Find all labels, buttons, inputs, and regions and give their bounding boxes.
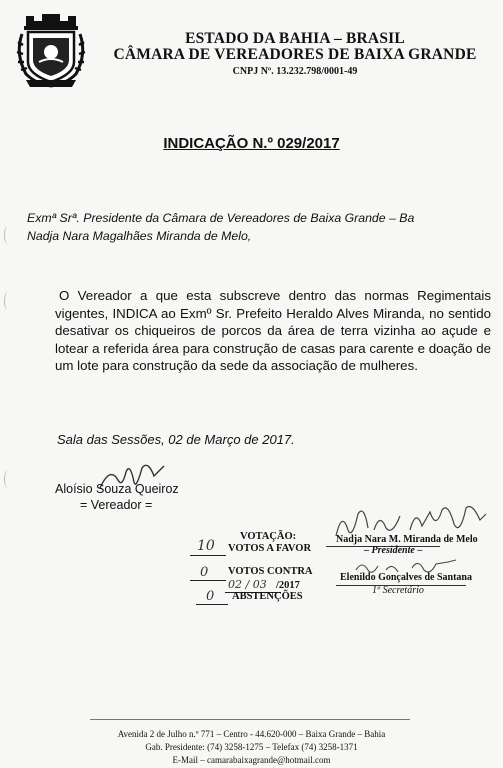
punch-hole bbox=[4, 226, 11, 244]
votes-contra-line bbox=[190, 580, 226, 581]
footer-email: E-Mail – camarabaixagrande@hotmail.com bbox=[172, 755, 331, 765]
votes-contra-label: VOTOS CONTRA bbox=[228, 566, 313, 577]
place-date: Sala das Sessões, 02 de Março de 2017. bbox=[57, 432, 295, 447]
voting-title: VOTAÇÃO: bbox=[240, 531, 297, 542]
header-state-line: ESTADO DA BAHIA – BRASIL bbox=[185, 30, 405, 47]
president-role: – Presidente – bbox=[364, 545, 423, 556]
footer-address: Avenida 2 de Julho n.º 771 – Centro - 44.620-000 – Baixa Grande – Bahia bbox=[117, 729, 386, 739]
signer-role: = Vereador = bbox=[80, 498, 153, 512]
punch-hole bbox=[4, 470, 11, 488]
punch-hole bbox=[4, 292, 11, 310]
abstentions-line bbox=[196, 604, 228, 605]
footer-rule bbox=[90, 719, 410, 720]
votes-contra-value: 0 bbox=[200, 565, 209, 580]
secretary-role: 1º Secretário bbox=[372, 585, 424, 596]
signer-name: Aloísio Souza Queiroz bbox=[55, 482, 179, 496]
municipal-crest-emblem bbox=[12, 12, 90, 90]
vote-date-handwritten: 02 / 03 bbox=[228, 578, 267, 591]
votes-favor-value: 10 bbox=[197, 538, 215, 554]
addressee-line-2: Nadja Nara Magalhães Miranda de Melo, bbox=[27, 229, 252, 243]
footer-phones: Gab. Presidente: (74) 3258-1275 – Telefax (74) 3258-1371 bbox=[145, 742, 358, 752]
addressee bbox=[27, 209, 414, 245]
addressee-line-1: Exmª Srª. Presidente da Câmara de Vereadores de Baixa Grande – Ba bbox=[27, 211, 415, 225]
president-name: Nadja Nara M. Miranda de Melo bbox=[336, 534, 478, 545]
body-paragraph: O Vereador a que esta subscreve dentro das normas Regimentais vigentes, INDICA ao Exmº Sr. Prefeito Heraldo Alves Miranda, no sentido desativar os chiqueiros de porcos da área de terra vizinha ao açude e lotear a referida área para construção de casas para carente e doação de um lote para construção da sede da associação de mulheres. bbox=[55, 288, 491, 374]
secretary-name: Elenildo Gonçalves de Santana bbox=[340, 572, 472, 583]
votes-favor-label: VOTOS A FAVOR bbox=[228, 543, 312, 554]
header-cnpj: CNPJ Nº. 13.232.798/0001-49 bbox=[232, 66, 358, 77]
document-title: INDICAÇÃO N.º 029/2017 bbox=[163, 135, 340, 152]
vote-date-year: /2017 bbox=[276, 580, 300, 591]
abstentions-value: 0 bbox=[206, 589, 215, 604]
votes-favor-line bbox=[190, 555, 226, 556]
abstentions-label: ABSTENÇÕES bbox=[232, 591, 303, 602]
header-chamber-line: CÂMARA DE VEREADORES DE BAIXA GRANDE bbox=[113, 46, 477, 63]
